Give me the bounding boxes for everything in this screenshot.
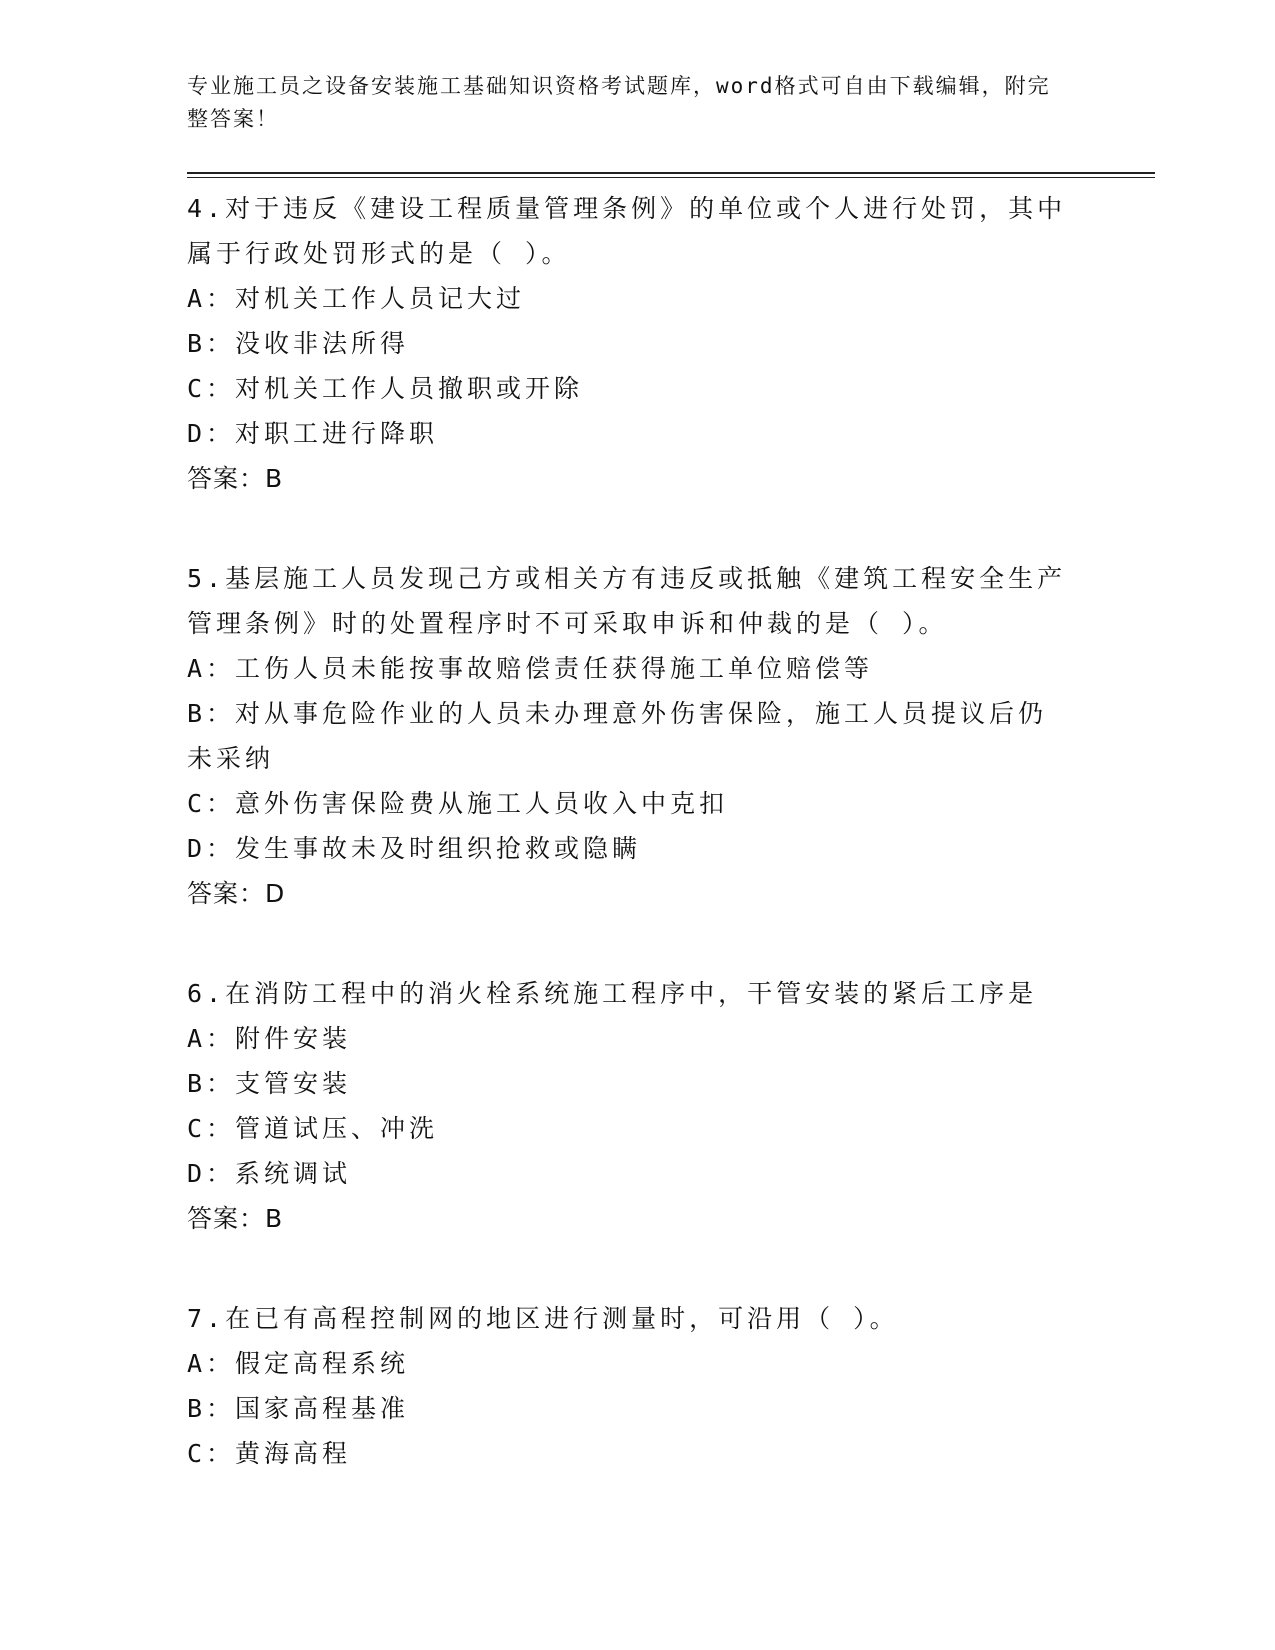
option-a: A：对机关工作人员记大过: [187, 284, 526, 313]
document-page: [187, 70, 1162, 1476]
option-b: B：支管安装: [187, 1069, 352, 1098]
question-stem: 7.在已有高程控制网的地区进行测量时，可沿用（ ）。: [187, 1304, 899, 1333]
option-a: A：附件安装: [187, 1024, 352, 1053]
question-4: [187, 186, 1162, 501]
document-header: 专业施工员之设备安装施工基础知识资格考试题库，word格式可自由下载编辑，附完整答案！: [187, 74, 1051, 131]
option-b: B：对从事危险作业的人员未办理意外伤害保险，施工人员提议后仍未采纳: [187, 699, 1048, 773]
answer: 答案：D: [187, 879, 286, 908]
answer: 答案：B: [187, 464, 284, 493]
question-stem: 6.在消防工程中的消火栓系统施工程序中，干管安装的紧后工序是: [187, 979, 1038, 1008]
question-7: [187, 1296, 1162, 1476]
header-divider: [187, 172, 1155, 178]
option-d: D：对职工进行降职: [187, 419, 439, 448]
option-c: C：黄海高程: [187, 1439, 352, 1468]
option-b: B：国家高程基准: [187, 1394, 410, 1423]
question-stem: 4.对于违反《建设工程质量管理条例》的单位或个人进行处罚，其中属于行政处罚形式的是（ ）。: [187, 194, 1067, 268]
option-c: C：管道试压、冲洗: [187, 1114, 439, 1143]
question-5: [187, 556, 1162, 916]
option-d: D：发生事故未及时组织抢救或隐瞒: [187, 834, 642, 863]
answer: 答案：B: [187, 1204, 284, 1233]
question-6: [187, 971, 1162, 1241]
option-a: A：工伤人员未能按事故赔偿责任获得施工单位赔偿等: [187, 654, 874, 683]
option-b: B：没收非法所得: [187, 329, 410, 358]
option-d: D：系统调试: [187, 1159, 352, 1188]
option-c: C：意外伤害保险费从施工人员收入中克扣: [187, 789, 729, 818]
question-stem: 5.基层施工人员发现己方或相关方有违反或抵触《建筑工程安全生产管理条例》时的处置程序时不可采取申诉和仲裁的是（ ）。: [187, 564, 1067, 638]
option-c: C：对机关工作人员撤职或开除: [187, 374, 584, 403]
option-a: A：假定高程系统: [187, 1349, 410, 1378]
